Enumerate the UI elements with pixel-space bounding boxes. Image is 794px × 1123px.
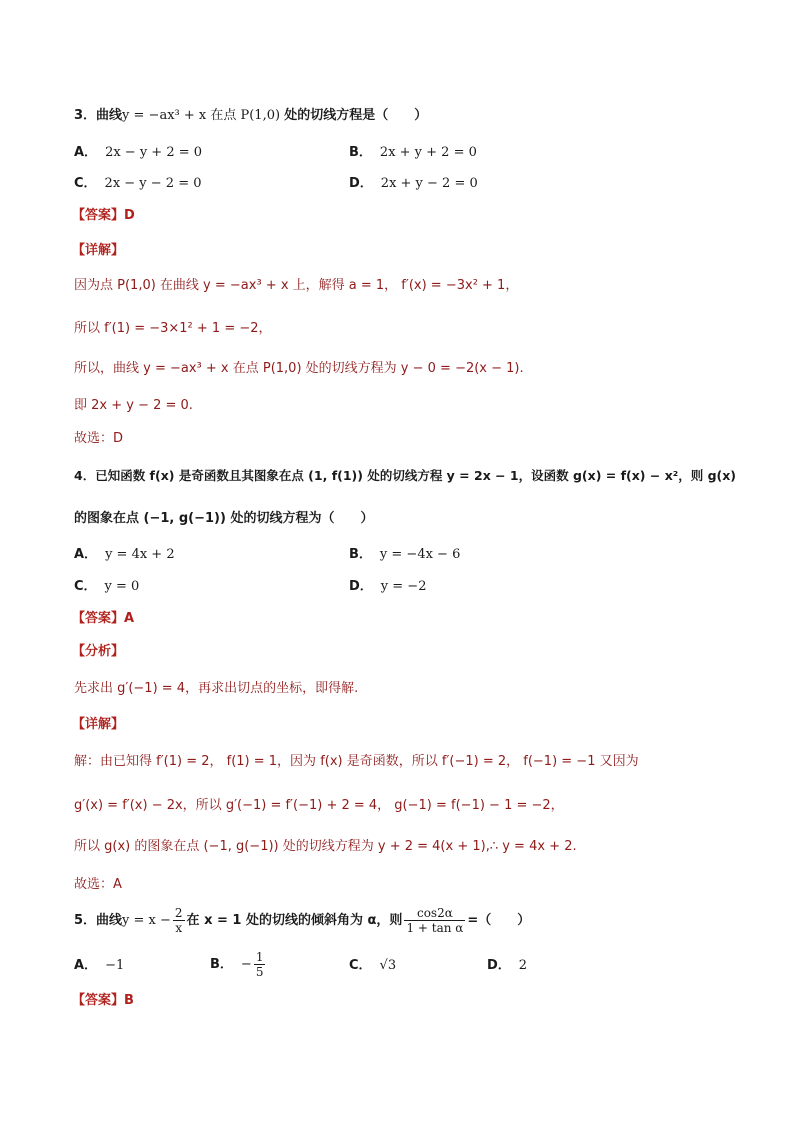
q4-answer: 【答案】A bbox=[72, 611, 135, 626]
q3-stem: 3．曲线y = −ax³ + x 在点 P(1,0) 处的切线方程是（ ） bbox=[74, 108, 428, 123]
q5-option-d: D． 2 bbox=[487, 958, 528, 973]
q4-option-c: C． y = 0 bbox=[74, 579, 140, 594]
q3-detail-label: 【详解】 bbox=[72, 243, 125, 258]
q5-stem: 5．曲线y = x − $\frac{2}{x}$ 在 x = 1 处的切线的倾斜角为 α，则 $\frac{\cos 2\alpha}{\text{1 + tan α}}$ =（ ） bbox=[74, 906, 531, 935]
q3-option-c: C． 2x − y − 2 = 0 bbox=[74, 176, 202, 191]
q4-option-d: D． y = −2 bbox=[349, 579, 427, 594]
q5-option-a: A． −1 bbox=[74, 958, 125, 973]
q4-detail-line2: g′(x) = f′(x) − 2x，所以 g′(−1) = f′(−1) + 2 = 4， g(−1) = f(−1) − 1 = −2， bbox=[74, 798, 564, 813]
q4-detail-line3: 所以 g(x) 的图象在点 (−1, g(−1)) 处的切线方程为 y + 2 = 4(x + 1),∴ y = 4x + 2. bbox=[74, 839, 577, 854]
q3-choose: 故选：D bbox=[74, 431, 124, 446]
q4-analysis-label: 【分析】 bbox=[72, 644, 125, 659]
q5-fraction-1-over-5: $\frac{1}{5}$ bbox=[255, 950, 264, 979]
q4-stem-line1: 4．已知函数 f(x) 是奇函数且其图象在点 (1, f(1)) 处的切线方程 y = 2x − 1，设函数 g(x) = f(x) − x²，则 g(x) bbox=[74, 468, 737, 483]
q5-fraction-2-over-x: $\frac{2}{x}$ bbox=[174, 906, 183, 935]
q5-fraction-cos-over-tan: $\frac{\cos 2\alpha}{\text{1 + tan α}}$ bbox=[406, 906, 464, 935]
q3-detail-line4: 即 2x + y − 2 = 0. bbox=[74, 398, 193, 413]
q4-detail-line1: 解：由已知得 f′(1) = 2， f(1) = 1，因为 f(x) 是奇函数，所以 f′(−1) = 2， f(−1) = −1 又因为 bbox=[74, 754, 639, 769]
q3-answer: 【答案】D bbox=[72, 208, 135, 223]
q3-option-d: D． 2x + y − 2 = 0 bbox=[349, 176, 478, 191]
q4-stem-line2: 的图象在点 (−1, g(−1)) 处的切线方程为（ ） bbox=[74, 511, 374, 526]
q3-option-b: B． 2x + y + 2 = 0 bbox=[349, 145, 477, 160]
q3-detail-line1: 因为点 P(1,0) 在曲线 y = −ax³ + x 上，解得 a = 1， f′(x) = −3x² + 1， bbox=[74, 278, 519, 293]
q5-option-b: B． − $\frac{1}{5}$ bbox=[210, 950, 264, 979]
q4-analysis: 先求出 g′(−1) = 4，再求出切点的坐标，即得解. bbox=[74, 681, 359, 696]
q3-option-a: A． 2x − y + 2 = 0 bbox=[74, 145, 203, 160]
q4-option-b: B． y = −4x − 6 bbox=[349, 547, 461, 562]
q5-option-c: C． √3 bbox=[349, 958, 397, 973]
q3-detail-line2: 所以 f′(1) = −3×1² + 1 = −2， bbox=[74, 321, 272, 336]
q4-choose: 故选：A bbox=[74, 877, 122, 892]
q3-detail-line3: 所以，曲线 y = −ax³ + x 在点 P(1,0) 处的切线方程为 y − 0 = −2(x − 1). bbox=[74, 361, 524, 376]
q4-option-a: A． y = 4x + 2 bbox=[74, 547, 175, 562]
q5-answer: 【答案】B bbox=[72, 993, 134, 1008]
q4-detail-label: 【详解】 bbox=[72, 717, 125, 732]
